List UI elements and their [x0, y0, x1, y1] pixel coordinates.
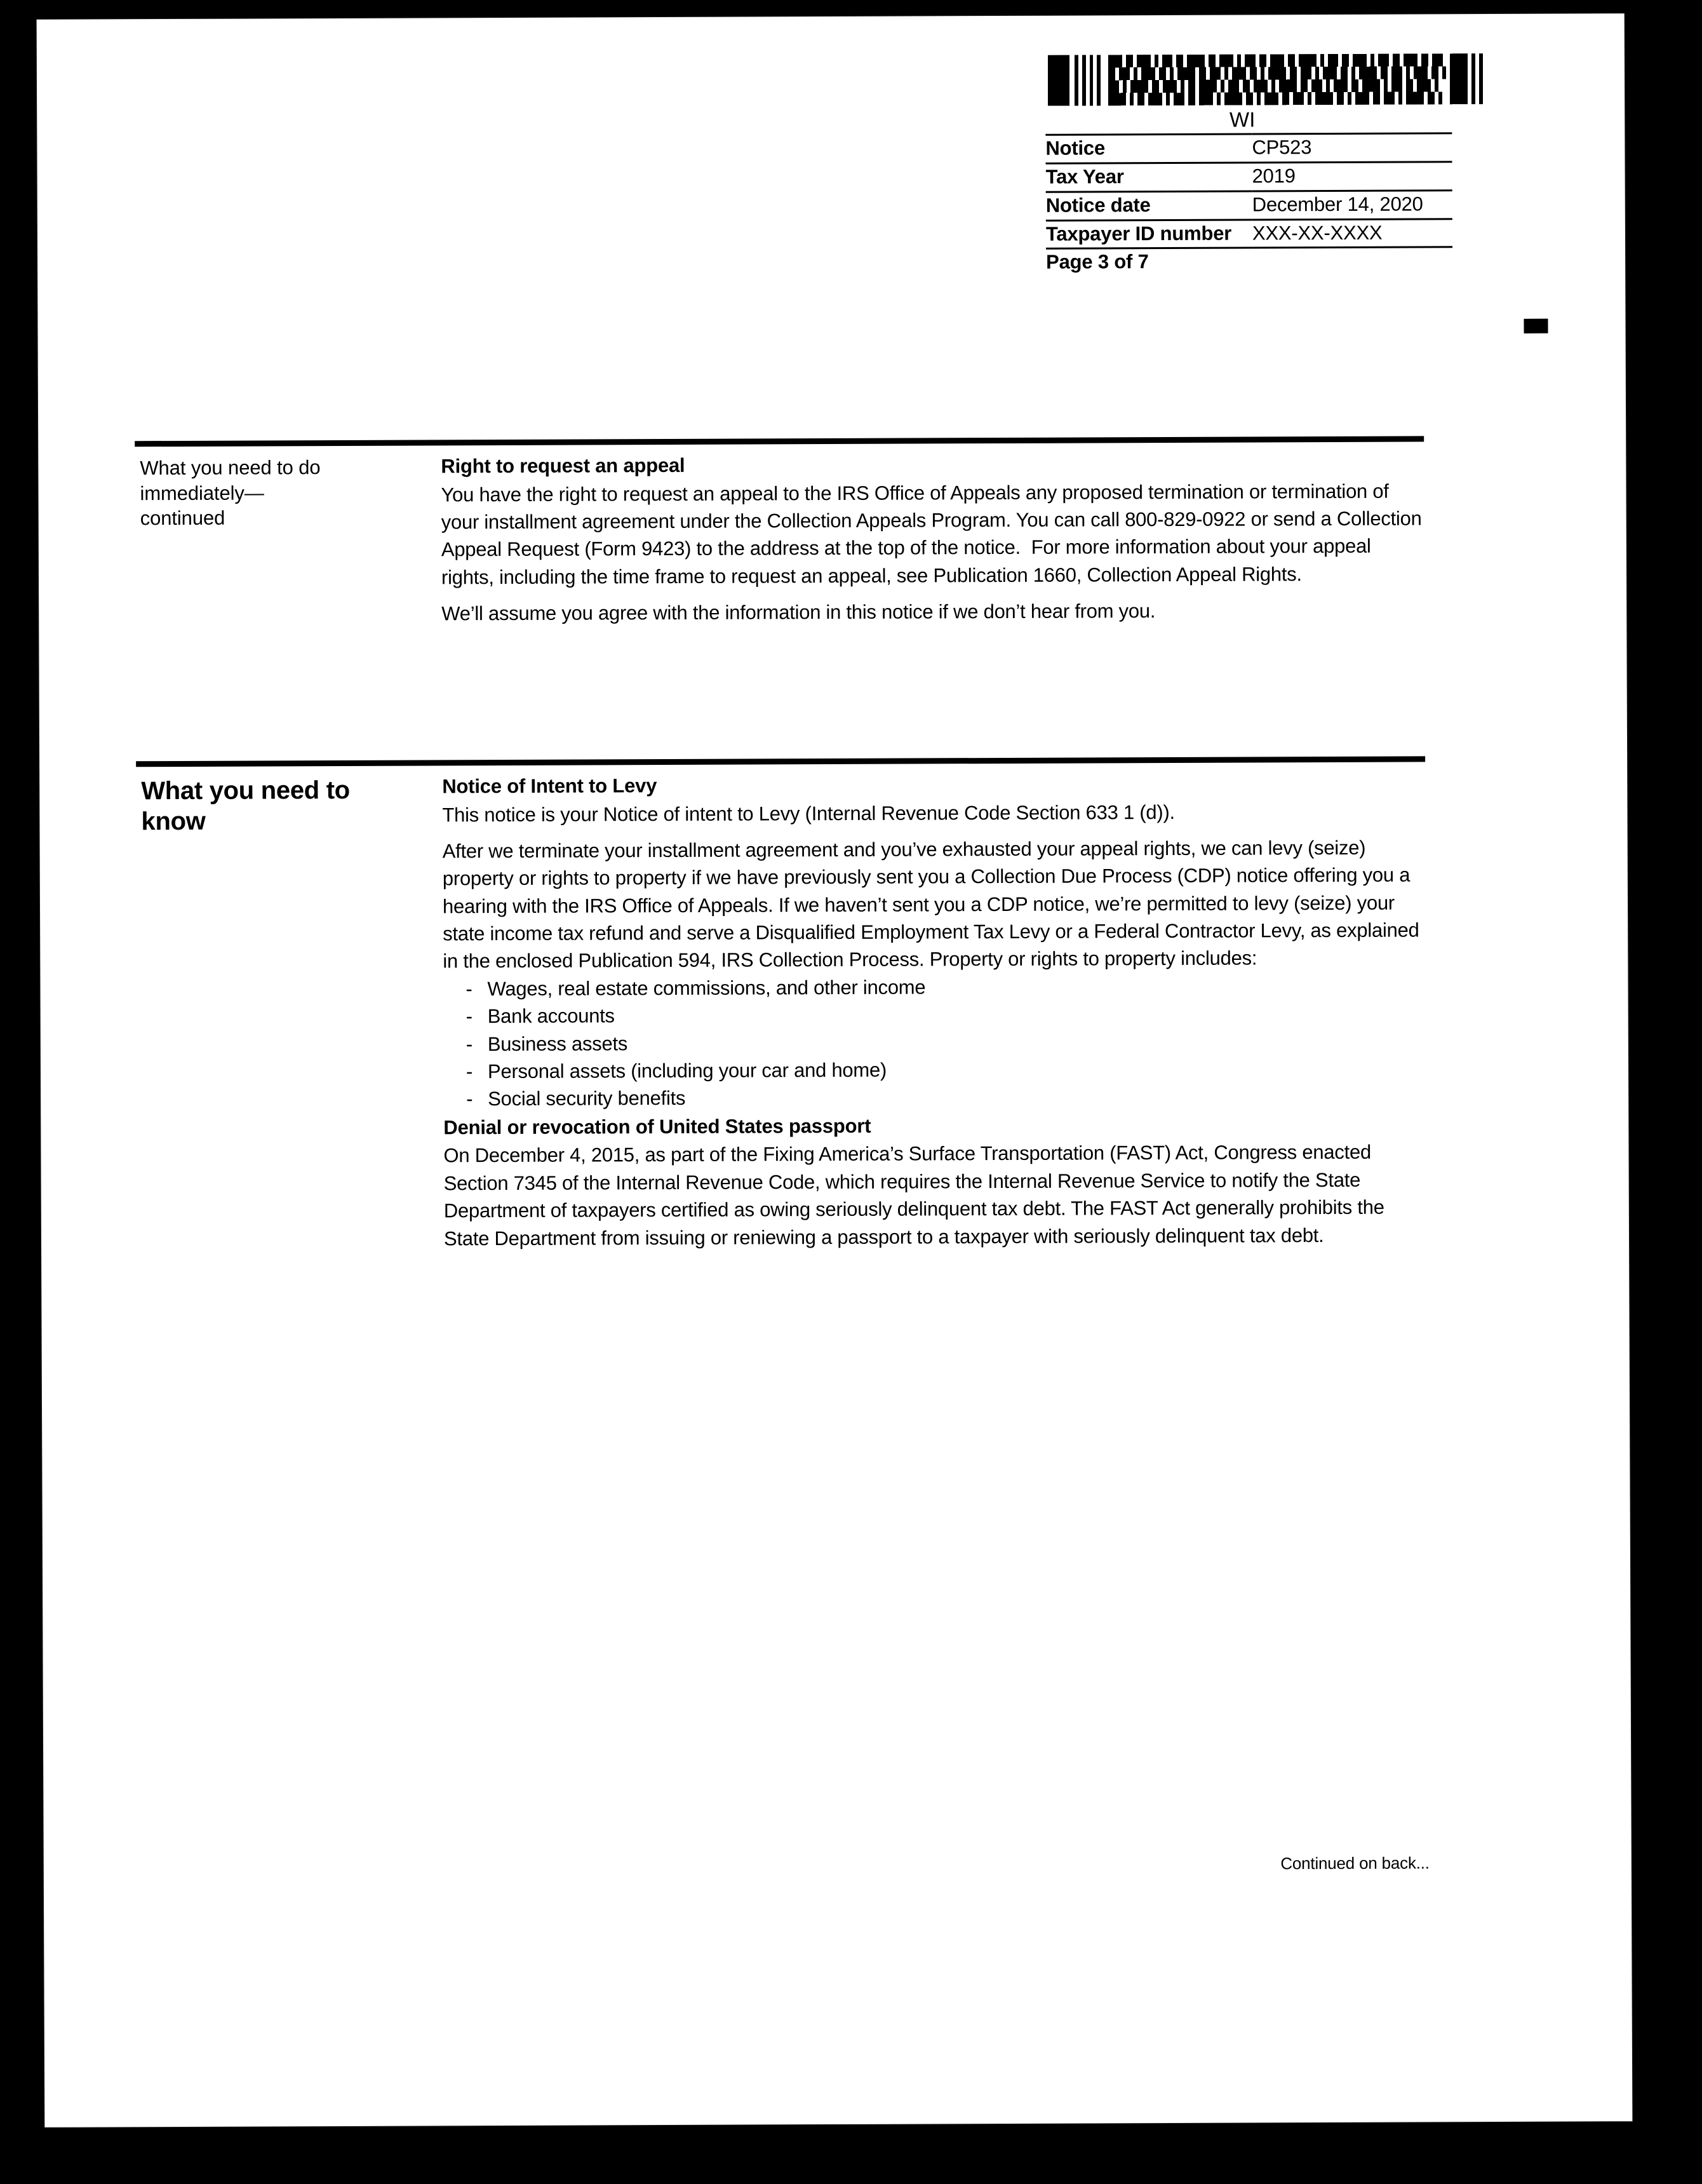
tax-year-value: 2019	[1252, 162, 1452, 191]
section-left-column	[135, 446, 410, 532]
passport-paragraph: On December 4, 2015, as part of the Fixing America’s Surface Transportation (FAST) Act, Congress enacted Section 7345 of the Internal Revenue Code, which requires the Internal Revenue Service to notify the State Department of taxpayers certified as owing seriously delinquent tax debt. The FAST Act generally prohibits the State Department from issuing or reniewing a passport to a taxpayer with seriously delinquent tax debt.	[443, 1141, 1390, 1250]
section-heading-line-2: continued	[140, 507, 225, 530]
table-row	[1046, 190, 1452, 220]
levy-paragraph-2: After we terminate your installment agreement and you’ve exhausted your appeal rights, we can levy (seize) property or rights to property if we have previously sent you a Collection Due Process (CDP) notice offering you a hearing with the IRS Office of Appeals. If we haven’t sent you a CDP notice, we’re permitted to levy (seize) your state income tax refund and serve a Disqualified Employment Tax Levy or a Federal Contractor Levy, as explained in the enclosed Publication 594, IRS Collection Process. Property or rights to property includes:	[442, 836, 1425, 973]
notice-date-value: December 14, 2020	[1252, 190, 1452, 219]
appeal-paragraph-2: We’ll assume you agree with the information in this notice if we don’t hear from you.	[441, 600, 1156, 625]
section-right-column	[409, 442, 1424, 637]
section-what-to-do-continued	[135, 436, 1424, 637]
taxpayer-id-value: XXX-XX-XXXX	[1252, 219, 1452, 248]
table-row	[1046, 219, 1452, 248]
list-item: - Bank accounts	[466, 999, 1426, 1030]
section-left-column	[136, 766, 410, 837]
state-code-label: WI	[1229, 107, 1256, 131]
property-rights-list	[443, 971, 1426, 1113]
section-right-column	[410, 762, 1427, 1261]
page-content	[37, 13, 1633, 2127]
section-heading-line-1: What you need to do immediately—	[140, 456, 321, 504]
section-heading-what-you-need-to-know: What you need to know	[141, 776, 350, 836]
list-item: - Social security benefits	[466, 1082, 1426, 1113]
tax-year-label: Tax Year	[1046, 163, 1252, 192]
list-item: - Wages, real estate commissions, and other income	[466, 971, 1426, 1002]
appeal-paragraph-1: You have the right to request an appeal to the IRS Office of Appeals any proposed termination or termination of your installment agreement under the Collection Appeals Program. You can call 800-829-0922 or send a Collection Appeal Request (Form 9423) to the address at the top of the notice. For more information about your appeal rights, including the time frame to request an appeal, see Publication 1660, Collection Appeal Rights.	[441, 480, 1426, 589]
notice-header-table	[1045, 132, 1452, 276]
appeal-sub-heading: Right to request an appeal	[441, 454, 685, 478]
table-row	[1046, 162, 1452, 192]
levy-sub-heading: Notice of Intent to Levy	[442, 774, 657, 798]
paper-sheet	[37, 13, 1633, 2127]
continued-on-back-footer: Continued on back...	[1280, 1853, 1430, 1873]
notice-value: CP523	[1252, 133, 1452, 163]
section-what-you-need-to-know	[136, 756, 1427, 1262]
table-row	[1046, 247, 1452, 276]
taxpayer-id-label: Taxpayer ID number	[1046, 220, 1252, 249]
registration-mark	[1524, 319, 1548, 334]
pdf417-barcode	[1045, 53, 1484, 106]
notice-header	[1045, 53, 1491, 276]
list-item: - Personal assets (including your car and home)	[466, 1054, 1426, 1085]
list-item: - Business assets	[466, 1027, 1426, 1058]
passport-sub-heading: Denial or revocation of United States passport	[443, 1114, 871, 1139]
notice-label: Notice	[1045, 134, 1252, 163]
table-row	[1045, 133, 1452, 163]
page-number-label: Page 3 of 7	[1046, 247, 1452, 276]
notice-date-label: Notice date	[1046, 191, 1252, 220]
levy-paragraph-1: This notice is your Notice of intent to Levy (Internal Revenue Code Section 633 1 (d)).	[442, 800, 1175, 826]
